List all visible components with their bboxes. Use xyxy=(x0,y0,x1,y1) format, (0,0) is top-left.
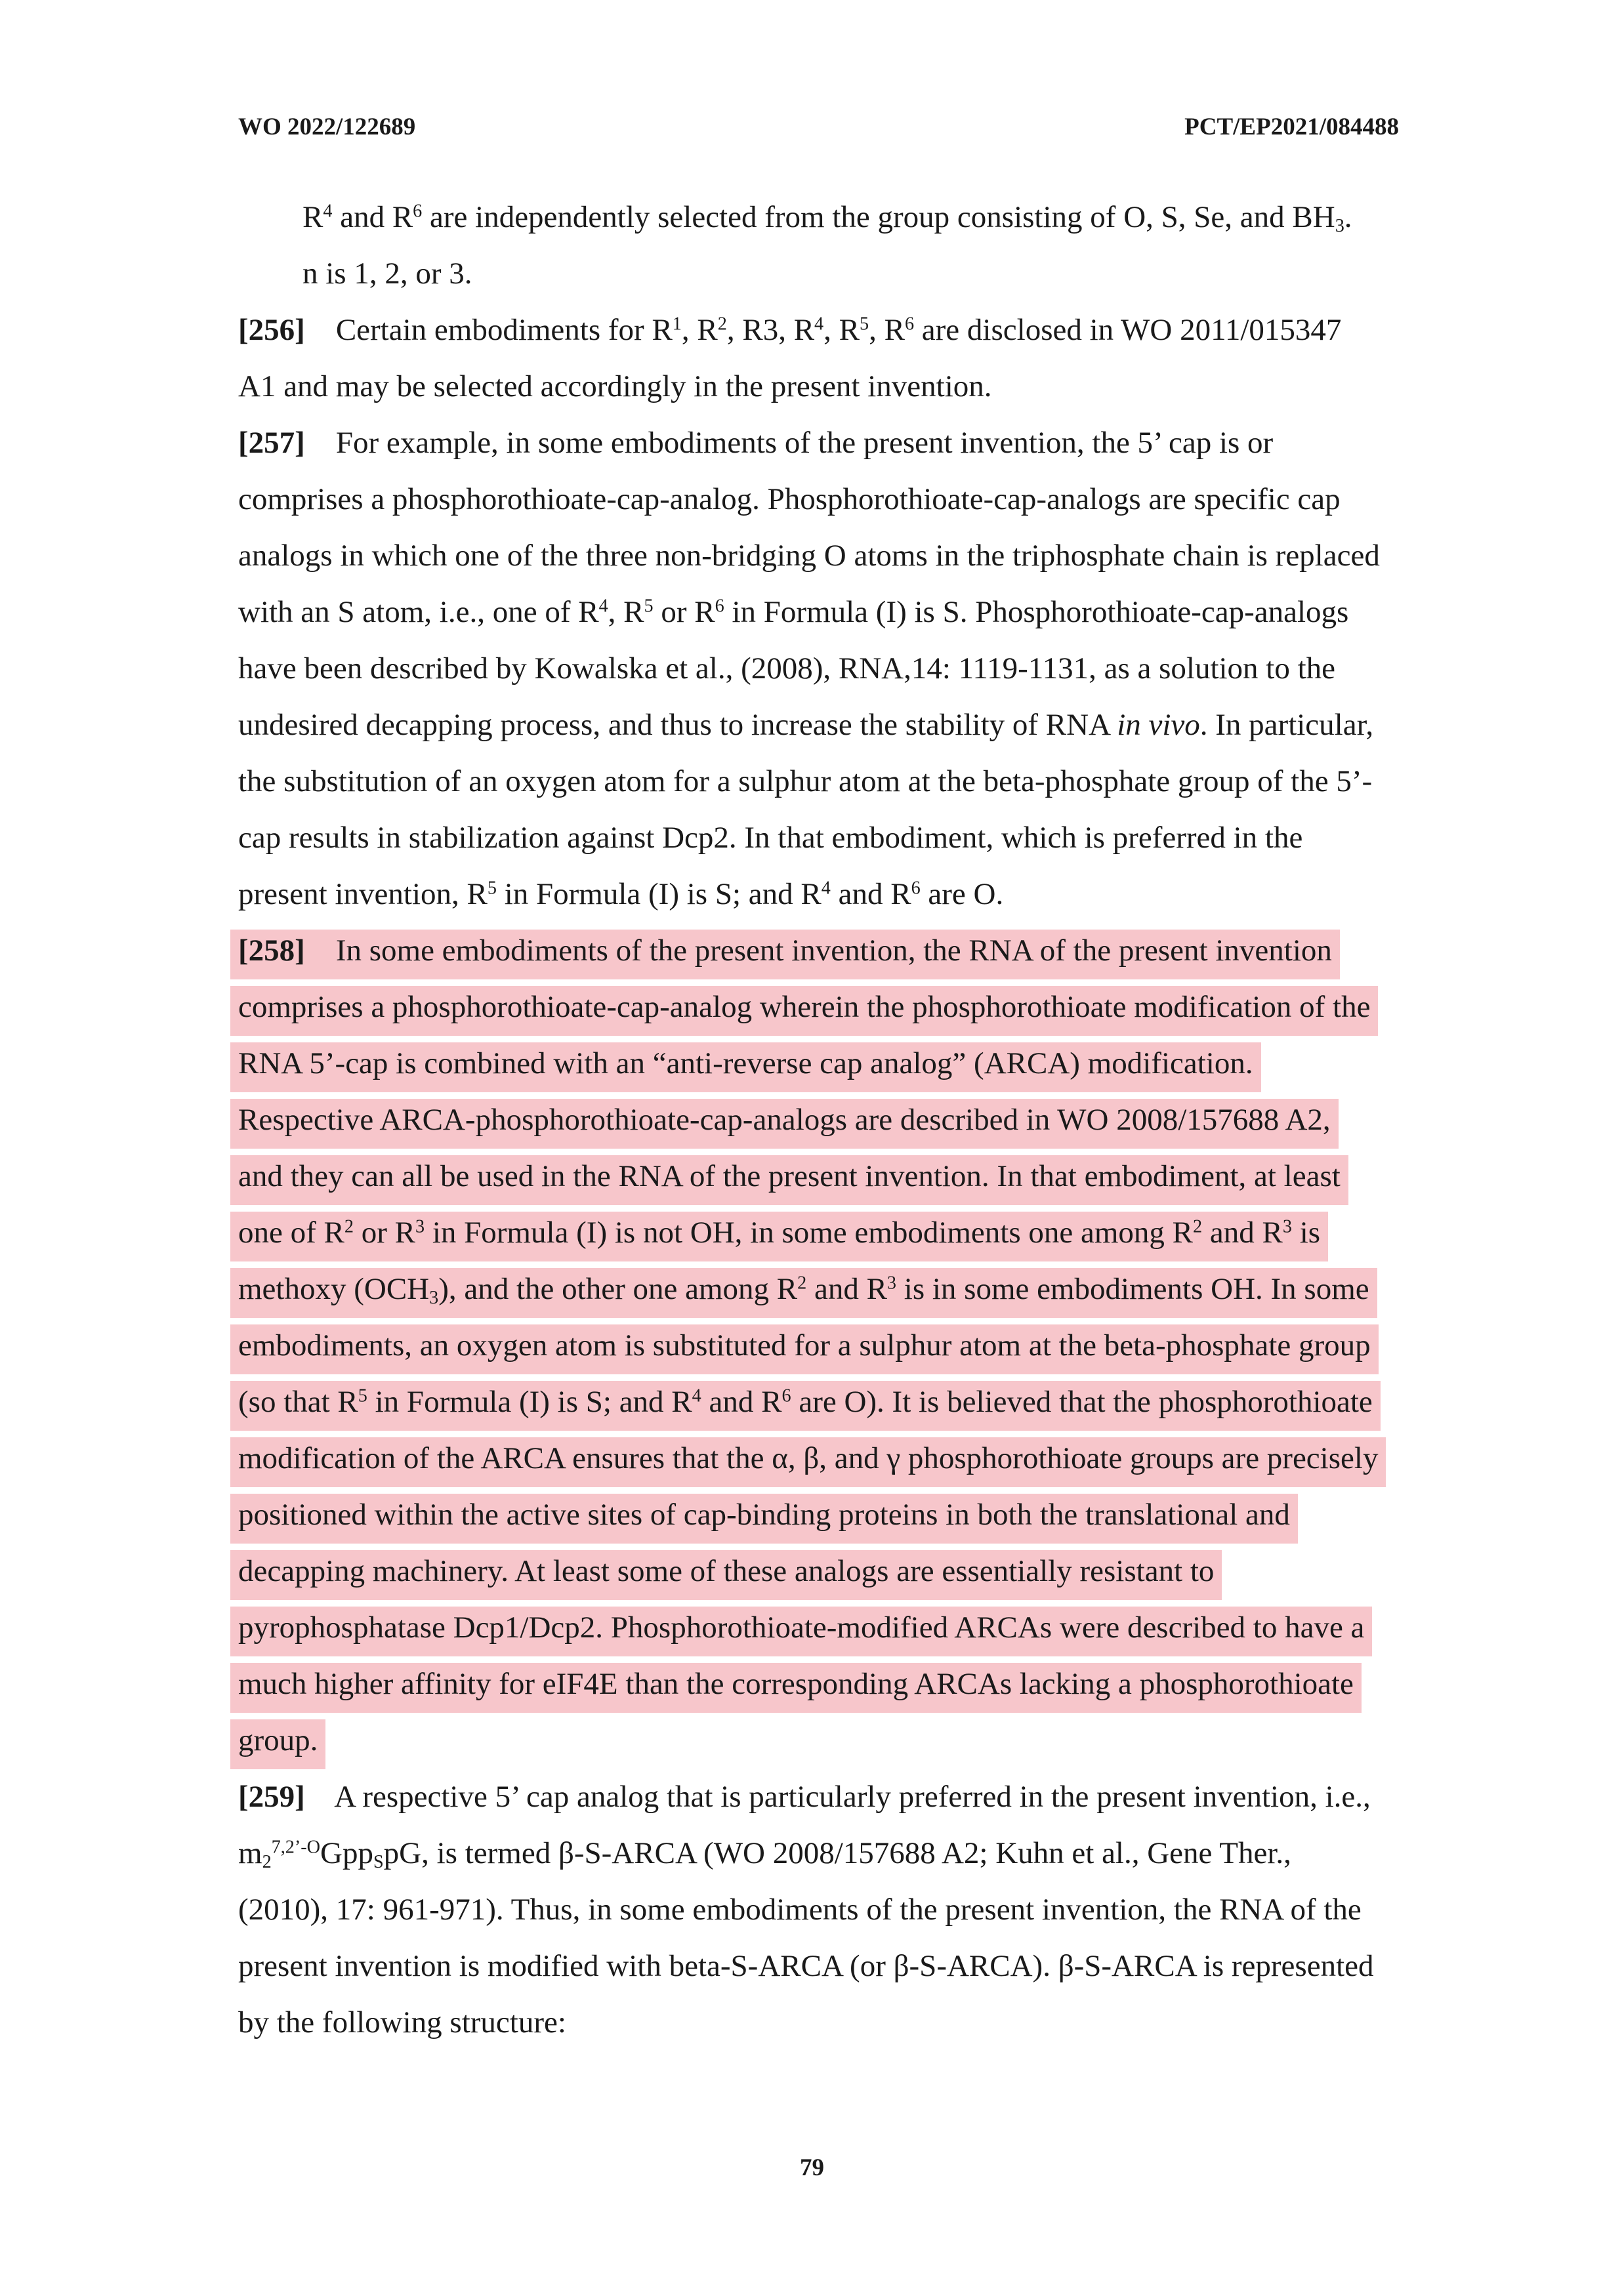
paragraph-257-line-6: undesired decapping process, and thus to increase the stability of RNA in vivo. In particular, xyxy=(238,708,1374,742)
paragraph-258-line-6: one of $R^2$ or $R^3$ in Formula (I) is not OH, in some embodiments one among $R^2$ and $R^3$ is xyxy=(238,1212,1328,1253)
paragraph-258-line-10: modification of the ARCA ensures that the α, β, and γ phosphorothioate groups are precisely xyxy=(238,1438,1386,1479)
paragraph-number: [258] xyxy=(238,933,305,968)
paragraph-259-line-2: $m_2^{7,2’-O}Gpp_SpG$, is termed β-S-ARCA (WO 2008/157688 A2; Kuhn et al., Gene Ther., xyxy=(238,1836,1291,1873)
paragraph-259-line-1: [259] A respective 5’ cap analog that is particularly preferred in the present invention, i.e., xyxy=(238,1780,1371,1814)
paragraph-number: [256] xyxy=(238,313,305,347)
paragraph-258-line-5: and they can all be used in the RNA of the present invention. In that embodiment, at least xyxy=(238,1156,1348,1197)
paragraph-256-line-1: [256] Certain embodiments for $R^1$, $R^2$, R3, $R^4$, $R^5$, $R^6$ are disclosed in WO 2011/015347 xyxy=(238,313,1342,347)
paragraph-257-line-3: analogs in which one of the three non-bridging O atoms in the triphosphate chain is replaced xyxy=(238,539,1380,573)
paragraph-258-line-15: group. xyxy=(238,1720,325,1761)
paragraph-258-line-9: (so that $R^5$ in Formula (I) is S; and $R^4$ and $R^6$ are O). It is believed that the phosphorothioate xyxy=(238,1382,1381,1422)
paragraph-257-line-7: the substitution of an oxygen atom for a sulphur atom at the beta-phosphate group of the 5’- xyxy=(238,764,1373,798)
paragraph-258-line-3: RNA 5’-cap is combined with an “anti-reverse cap analog” (ARCA) modification. xyxy=(238,1043,1261,1084)
paragraph-258-line-13: pyrophosphatase Dcp1/Dcp2. Phosphorothioate-modified ARCAs were described to have a xyxy=(238,1607,1372,1648)
paragraph-258-line-12: decapping machinery. At least some of these analogs are essentially resistant to xyxy=(238,1551,1222,1591)
paragraph-258-line-7: methoxy $(OCH_3)$, and the other one among $R^2$ and $R^3$ is in some embodiments OH. In some xyxy=(238,1269,1377,1309)
paragraph-257-line-4: with an S atom, i.e., one of $R^4$, $R^5$ or $R^6$ in Formula (I) is S. Phosphorothioate-cap-analogs xyxy=(238,595,1349,629)
paragraph-258-line-8: embodiments, an oxygen atom is substituted for a sulphur atom at the beta-phosphate group xyxy=(238,1325,1379,1366)
page-number: 79 xyxy=(800,2154,824,2181)
paragraph-258-line-2: comprises a phosphorothioate-cap-analog wherein the phosphorothioate modification of the xyxy=(238,987,1378,1027)
paragraph-257-line-8: cap results in stabilization against Dcp2. In that embodiment, which is preferred in the xyxy=(238,821,1303,855)
paragraph-258-line-11: positioned within the active sites of cap-binding proteins in both the translational and xyxy=(238,1494,1298,1535)
paragraph-257-line-5: have been described by Kowalska et al., (2008), RNA,14: 1119-1131, as a solution to the xyxy=(238,651,1336,686)
paragraph-number: [259] xyxy=(238,1780,305,1814)
paragraph-259-line-5: by the following structure: xyxy=(238,2005,566,2040)
paragraph-259-line-4: present invention is modified with beta-S-ARCA (or β-S-ARCA). β-S-ARCA is represented xyxy=(238,1949,1374,1983)
definition-line-n: n is 1, 2, or 3. xyxy=(302,256,472,291)
paragraph-259-line-3: (2010), 17: 961-971). Thus, in some embodiments of the present invention, the RNA of the xyxy=(238,1893,1362,1927)
paragraph-258-line-4: Respective ARCA-phosphorothioate-cap-analogs are described in WO 2008/157688 A2, xyxy=(238,1099,1339,1140)
paragraph-257-line-9: present invention, $R^5$ in Formula (I) is S; and $R^4$ and $R^6$ are O. xyxy=(238,877,1004,911)
paragraph-256-line-2: A1 and may be selected accordingly in the present invention. xyxy=(238,369,992,403)
paragraph-258-line-14: much higher affinity for eIF4E than the corresponding ARCAs lacking a phosphorothioate xyxy=(238,1664,1362,1704)
paragraph-258-line-1: [258] In some embodiments of the present invention, the RNA of the present invention xyxy=(238,930,1340,971)
paragraph-257-line-2: comprises a phosphorothioate-cap-analog. Phosphorothioate-cap-analogs are specific cap xyxy=(238,482,1341,516)
application-number: PCT/EP2021/084488 xyxy=(1184,113,1399,140)
definition-line-r4-r6: $R^4$ and $R^6$ are independently selected from the group consisting of O, S, Se, and $BH_3$. xyxy=(302,200,1352,237)
publication-number: WO 2022/122689 xyxy=(238,113,416,140)
paragraph-257-line-1: [257] For example, in some embodiments of the present invention, the 5’ cap is or xyxy=(238,426,1274,460)
paragraph-number: [257] xyxy=(238,426,305,460)
